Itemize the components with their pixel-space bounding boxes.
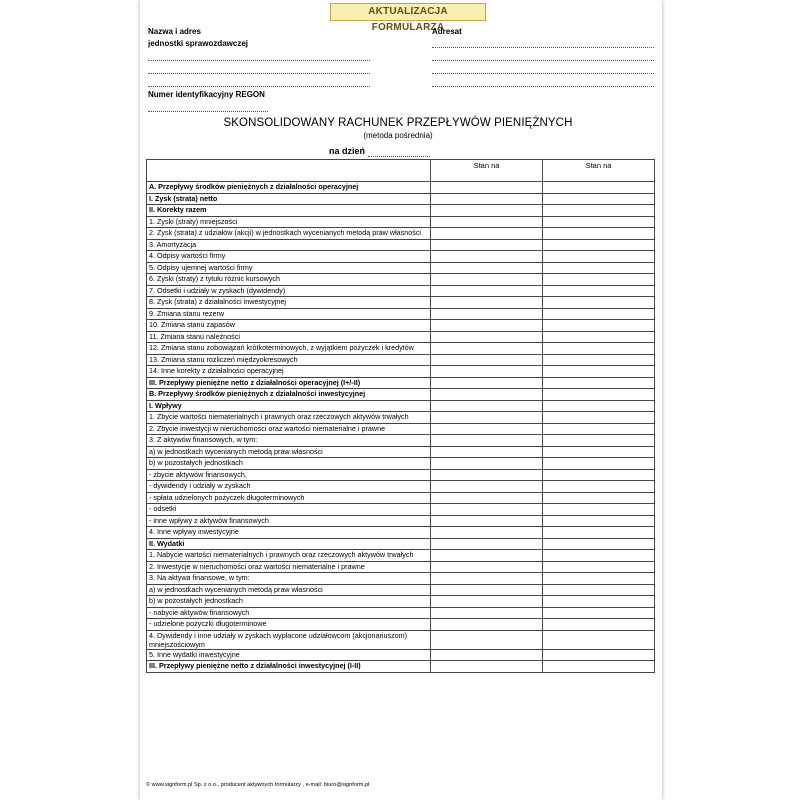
table-row bbox=[147, 412, 655, 424]
value-cell-2[interactable] bbox=[543, 596, 655, 608]
value-cell-2[interactable] bbox=[543, 538, 655, 550]
value-cell-2[interactable] bbox=[543, 584, 655, 596]
value-cell-2[interactable] bbox=[543, 649, 655, 661]
update-form-button[interactable]: AKTUALIZACJA FORMULARZA bbox=[330, 3, 486, 21]
row-label: 2. Zysk (strata) z udziałów (akcji) w jednostkach wycenianych metodą praw własności bbox=[147, 228, 431, 240]
value-cell-1[interactable] bbox=[431, 216, 543, 228]
value-cell-2[interactable] bbox=[543, 297, 655, 309]
value-cell-1[interactable] bbox=[431, 619, 543, 631]
row-label: - inne wpływy z aktywów finansowych bbox=[147, 515, 431, 527]
value-cell-1[interactable] bbox=[431, 527, 543, 539]
row-label: II. Wydatki bbox=[147, 538, 431, 550]
value-cell-1[interactable] bbox=[431, 515, 543, 527]
table-row bbox=[147, 561, 655, 573]
table-row bbox=[147, 446, 655, 458]
table-row bbox=[147, 458, 655, 470]
addressee-line-3[interactable] bbox=[432, 73, 654, 74]
table-row bbox=[147, 216, 655, 228]
table-row bbox=[147, 320, 655, 332]
regon-line[interactable] bbox=[148, 111, 268, 112]
form-subtitle: (metoda pośrednia) bbox=[363, 131, 433, 140]
table-row bbox=[147, 285, 655, 297]
value-cell-1[interactable] bbox=[431, 607, 543, 619]
row-label: III. Przepływy pieniężne netto z działalności inwestycyjnej (I-II) bbox=[147, 661, 431, 673]
table-row bbox=[147, 423, 655, 435]
row-label: 3. Na aktywa finansowe, w tym: bbox=[147, 573, 431, 585]
value-cell-1[interactable] bbox=[431, 469, 543, 481]
value-cell-1[interactable] bbox=[431, 561, 543, 573]
row-label: - nabycie aktywów finansowych bbox=[147, 607, 431, 619]
row-label: 6. Zyski (straty) z tytułu różnic kursowych bbox=[147, 274, 431, 286]
row-label: III. Przepływy pieniężne netto z działalności operacyjnej (I+/-II) bbox=[147, 377, 431, 389]
value-cell-1[interactable] bbox=[431, 320, 543, 332]
value-cell-2[interactable] bbox=[543, 343, 655, 355]
value-cell-1[interactable] bbox=[431, 228, 543, 240]
table-row bbox=[147, 331, 655, 343]
table-row bbox=[147, 492, 655, 504]
row-label: 4. Odpisy wartości firmy bbox=[147, 251, 431, 263]
value-cell-1[interactable] bbox=[431, 354, 543, 366]
value-cell-1[interactable] bbox=[431, 492, 543, 504]
value-cell-2[interactable] bbox=[543, 251, 655, 263]
value-cell-2[interactable] bbox=[543, 515, 655, 527]
value-cell-2[interactable] bbox=[543, 661, 655, 673]
table-row bbox=[147, 573, 655, 585]
cashflow-table bbox=[146, 159, 655, 673]
header-description bbox=[147, 160, 431, 182]
table-row bbox=[147, 649, 655, 661]
value-cell-2[interactable] bbox=[543, 573, 655, 585]
table-row bbox=[147, 538, 655, 550]
value-cell-2[interactable] bbox=[543, 193, 655, 205]
table-row bbox=[147, 619, 655, 631]
value-cell-1[interactable] bbox=[431, 193, 543, 205]
table-row bbox=[147, 527, 655, 539]
value-cell-1[interactable] bbox=[431, 504, 543, 516]
value-cell-1[interactable] bbox=[431, 377, 543, 389]
value-cell-1[interactable] bbox=[431, 596, 543, 608]
row-label: I. Zysk (strata) netto bbox=[147, 193, 431, 205]
row-label: 1. Zyski (straty) mniejszości bbox=[147, 216, 431, 228]
sender-label-1: Nazwa i adres bbox=[148, 27, 201, 36]
row-label: b) w pozostałych jednostkach bbox=[147, 596, 431, 608]
value-cell-2[interactable] bbox=[543, 492, 655, 504]
addressee-line-2[interactable] bbox=[432, 60, 654, 61]
value-cell-1[interactable] bbox=[431, 435, 543, 447]
value-cell-2[interactable] bbox=[543, 239, 655, 251]
value-cell-2[interactable] bbox=[543, 504, 655, 516]
row-label: 3. Amortyzacja bbox=[147, 239, 431, 251]
table-row bbox=[147, 389, 655, 401]
row-label: 5. Inne wydatki inwestycyjne bbox=[147, 649, 431, 661]
table-row bbox=[147, 251, 655, 263]
value-cell-2[interactable] bbox=[543, 216, 655, 228]
table-header-row bbox=[147, 160, 655, 182]
value-cell-1[interactable] bbox=[431, 584, 543, 596]
value-cell-1[interactable] bbox=[431, 550, 543, 562]
value-cell-2[interactable] bbox=[543, 389, 655, 401]
value-cell-1[interactable] bbox=[431, 649, 543, 661]
value-cell-2[interactable] bbox=[543, 423, 655, 435]
value-cell-2[interactable] bbox=[543, 412, 655, 424]
table-row bbox=[147, 469, 655, 481]
row-label: 4. Inne wpływy inwestycyjne bbox=[147, 527, 431, 539]
sender-line-2[interactable] bbox=[148, 73, 370, 74]
row-label: b) w pozostałych jednostkach bbox=[147, 458, 431, 470]
value-cell-2[interactable] bbox=[543, 354, 655, 366]
value-cell-2[interactable] bbox=[543, 377, 655, 389]
value-cell-2[interactable] bbox=[543, 446, 655, 458]
table-row bbox=[147, 515, 655, 527]
footer-copyright: © www.signform.pl Sp. z o.o., producent aktywnych formularzy , e-mail: biuro@signform.pl bbox=[146, 782, 370, 788]
row-label: 9. Zmiana stanu rezerw bbox=[147, 308, 431, 320]
value-cell-2[interactable] bbox=[543, 435, 655, 447]
table-row bbox=[147, 228, 655, 240]
row-label: - odsetki bbox=[147, 504, 431, 516]
table-row bbox=[147, 193, 655, 205]
row-label: - dywidendy i udziały w zyskach bbox=[147, 481, 431, 493]
value-cell-2[interactable] bbox=[543, 400, 655, 412]
row-label: 4. Dywidendy i inne udziały w zyskach wypłacone udziałowcom (akcjonariuszom) mniejszościowym bbox=[147, 630, 431, 649]
value-cell-1[interactable] bbox=[431, 400, 543, 412]
value-cell-2[interactable] bbox=[543, 320, 655, 332]
row-label: 3. Z aktywów finansowych, w tym: bbox=[147, 435, 431, 447]
row-label: II. Korekty razem bbox=[147, 205, 431, 217]
value-cell-2[interactable] bbox=[543, 205, 655, 217]
value-cell-1[interactable] bbox=[431, 389, 543, 401]
value-cell-2[interactable] bbox=[543, 561, 655, 573]
table-row bbox=[147, 481, 655, 493]
row-label: I. Wpływy bbox=[147, 400, 431, 412]
header-stan-na-1: Stan na bbox=[431, 160, 543, 182]
row-label: a) w jednostkach wycenianych metodą praw własności bbox=[147, 446, 431, 458]
row-label: 2. Zbycie inwestycji w nieruchomości oraz wartości niematerialne i prawne bbox=[147, 423, 431, 435]
row-label: 8. Zysk (strata) z działalności inwestycyjnej bbox=[147, 297, 431, 309]
value-cell-1[interactable] bbox=[431, 239, 543, 251]
value-cell-1[interactable] bbox=[431, 205, 543, 217]
value-cell-1[interactable] bbox=[431, 446, 543, 458]
form-title: SKONSOLIDOWANY RACHUNEK PRZEPŁYWÓW PIENIĘŻNYCH bbox=[223, 117, 573, 129]
value-cell-2[interactable] bbox=[543, 607, 655, 619]
table-row bbox=[147, 630, 655, 649]
value-cell-2[interactable] bbox=[543, 366, 655, 378]
table-row bbox=[147, 308, 655, 320]
value-cell-2[interactable] bbox=[543, 619, 655, 631]
sender-label-2: jednostki sprawozdawczej bbox=[148, 39, 249, 48]
table-row bbox=[147, 343, 655, 355]
row-label: 7. Odsetki i udziały w zyskach (dywidendy) bbox=[147, 285, 431, 297]
table-row bbox=[147, 274, 655, 286]
value-cell-1[interactable] bbox=[431, 423, 543, 435]
value-cell-2[interactable] bbox=[543, 458, 655, 470]
table-row bbox=[147, 377, 655, 389]
row-label: 5. Odpisy ujemnej wartości firmy bbox=[147, 262, 431, 274]
table-row bbox=[147, 584, 655, 596]
row-label: 11. Zmiana stanu należności bbox=[147, 331, 431, 343]
value-cell-1[interactable] bbox=[431, 297, 543, 309]
value-cell-2[interactable] bbox=[543, 285, 655, 297]
row-label: - spłata udzielonych pożyczek długoterminowych bbox=[147, 492, 431, 504]
value-cell-1[interactable] bbox=[431, 331, 543, 343]
row-label: 1. Nabycie wartości niematerialnych i prawnych oraz rzeczowych aktywów trwałych bbox=[147, 550, 431, 562]
value-cell-1[interactable] bbox=[431, 481, 543, 493]
value-cell-2[interactable] bbox=[543, 550, 655, 562]
table-row bbox=[147, 435, 655, 447]
value-cell-1[interactable] bbox=[431, 630, 543, 649]
value-cell-1[interactable] bbox=[431, 285, 543, 297]
value-cell-1[interactable] bbox=[431, 661, 543, 673]
table-row bbox=[147, 239, 655, 251]
value-cell-1[interactable] bbox=[431, 274, 543, 286]
addressee-line-1[interactable] bbox=[432, 47, 654, 48]
value-cell-2[interactable] bbox=[543, 630, 655, 649]
value-cell-1[interactable] bbox=[431, 538, 543, 550]
value-cell-2[interactable] bbox=[543, 228, 655, 240]
value-cell-1[interactable] bbox=[431, 412, 543, 424]
addressee-label: Adresat bbox=[432, 27, 462, 36]
value-cell-1[interactable] bbox=[431, 182, 543, 194]
table-row bbox=[147, 596, 655, 608]
row-label: 2. Inwestycje w nieruchomości oraz wartości niematerialne i prawne bbox=[147, 561, 431, 573]
value-cell-1[interactable] bbox=[431, 343, 543, 355]
value-cell-2[interactable] bbox=[543, 469, 655, 481]
value-cell-2[interactable] bbox=[543, 274, 655, 286]
row-label: 12. Zmiana stanu zobowiązań krótkoterminowych, z wyjątkiem pożyczek i kredytów bbox=[147, 343, 431, 355]
table-row bbox=[147, 550, 655, 562]
sender-line-3[interactable] bbox=[148, 86, 370, 87]
row-label: - zbycie aktywów finansowych, bbox=[147, 469, 431, 481]
table-row bbox=[147, 504, 655, 516]
row-label: B. Przepływy środków pieniężnych z działalności inwestycyjnej bbox=[147, 389, 431, 401]
table-row bbox=[147, 297, 655, 309]
table-row bbox=[147, 661, 655, 673]
value-cell-2[interactable] bbox=[543, 481, 655, 493]
row-label: 10. Zmiana stanu zapasów bbox=[147, 320, 431, 332]
value-cell-2[interactable] bbox=[543, 331, 655, 343]
row-label: 1. Zbycie wartości niematerialnych i prawnych oraz rzeczowych aktywów trwałych bbox=[147, 412, 431, 424]
addressee-line-4[interactable] bbox=[432, 86, 654, 87]
value-cell-2[interactable] bbox=[543, 182, 655, 194]
table-row bbox=[147, 262, 655, 274]
value-cell-1[interactable] bbox=[431, 458, 543, 470]
value-cell-1[interactable] bbox=[431, 366, 543, 378]
table-row bbox=[147, 400, 655, 412]
regon-label: Numer identyfikacyjny REGON bbox=[148, 90, 265, 99]
value-cell-2[interactable] bbox=[543, 527, 655, 539]
row-label: 13. Zmiana stanu rozliczeń międzyokresowych bbox=[147, 354, 431, 366]
value-cell-1[interactable] bbox=[431, 262, 543, 274]
date-label: na dzień bbox=[329, 146, 366, 156]
sender-line-1[interactable] bbox=[148, 60, 370, 61]
row-label: - udzielone pożyczki długoterminowe bbox=[147, 619, 431, 631]
table-row bbox=[147, 607, 655, 619]
table-row bbox=[147, 354, 655, 366]
table-row bbox=[147, 205, 655, 217]
date-field[interactable] bbox=[368, 156, 430, 157]
row-label: A. Przepływy środków pieniężnych z działalności operacyjnej bbox=[147, 182, 431, 194]
value-cell-1[interactable] bbox=[431, 308, 543, 320]
value-cell-1[interactable] bbox=[431, 573, 543, 585]
value-cell-1[interactable] bbox=[431, 251, 543, 263]
table-row bbox=[147, 366, 655, 378]
header-stan-na-2: Stan na bbox=[543, 160, 655, 182]
table-row bbox=[147, 182, 655, 194]
row-label: a) w jednostkach wycenianych metodą praw własności bbox=[147, 584, 431, 596]
row-label: 14. Inne korekty z działalności operacyjnej bbox=[147, 366, 431, 378]
value-cell-2[interactable] bbox=[543, 308, 655, 320]
value-cell-2[interactable] bbox=[543, 262, 655, 274]
